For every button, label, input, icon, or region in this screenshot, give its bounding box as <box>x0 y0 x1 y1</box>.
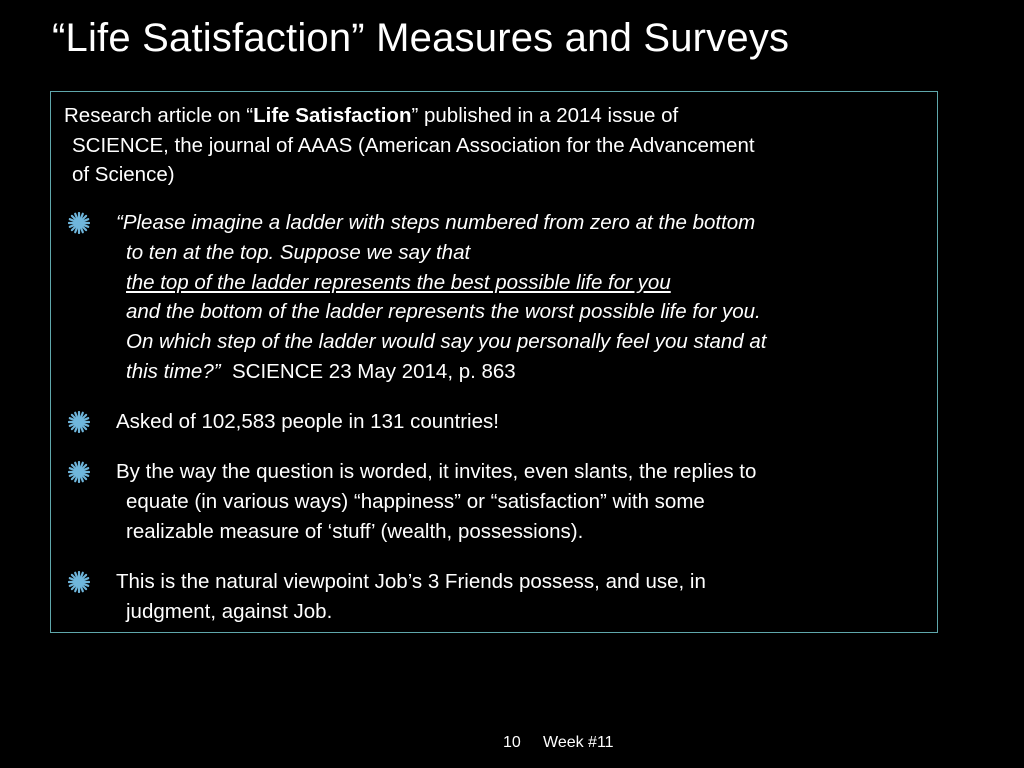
intro-line-2: SCIENCE, the journal of AAAS (American Association for the Advancement <box>72 133 755 157</box>
asterisk-bullet-icon <box>68 212 90 234</box>
bullet-line: judgment, against Job. <box>126 599 333 623</box>
bullet-item-jobs-friends <box>64 567 930 627</box>
intro-text: ” published in a 2014 issue of <box>411 104 679 127</box>
bullet-text <box>116 208 930 387</box>
slide-title: “Life Satisfaction” Measures and Surveys <box>52 16 790 60</box>
quote-line-2: to ten at the top. Suppose we say that <box>126 240 471 264</box>
bullet-line: equate (in various ways) “happiness” or “satisfaction” with some <box>126 489 705 513</box>
quote-line-6 <box>116 357 930 387</box>
quote-line-3-underlined: the top of the ladder represents the best possible life for you <box>126 270 671 294</box>
intro-paragraph <box>64 101 924 190</box>
bullet-item-question-wording <box>64 457 930 546</box>
footer-label: Week #11 <box>543 734 614 751</box>
quote-line-5: On which step of the ladder would say you personally feel you stand at <box>126 330 767 354</box>
quote-end: this time?” <box>126 359 221 383</box>
asterisk-bullet-icon <box>68 571 90 593</box>
bullet-text <box>116 457 930 546</box>
intro-bold-term: Life Satisfaction <box>253 104 412 127</box>
page-number: 10 <box>503 734 521 751</box>
bullet-line: realizable measure of ‘stuff’ (wealth, possessions). <box>126 519 584 543</box>
quote-line-4: and the bottom of the ladder represents the worst possible life for you. <box>126 300 761 324</box>
quote-line-1: “Please imagine a ladder with steps numbered from zero at the bottom <box>116 211 756 234</box>
bullet-line: Asked of 102,583 people in 131 countries! <box>116 410 499 433</box>
intro-line-1 <box>64 101 924 131</box>
intro-line-3: of Science) <box>72 163 175 186</box>
bullet-item-survey-size <box>64 407 930 437</box>
bullet-line: By the way the question is worded, it invites, even slants, the replies to <box>116 460 757 483</box>
asterisk-bullet-icon <box>68 411 90 433</box>
asterisk-bullet-icon <box>68 461 90 483</box>
citation: SCIENCE 23 May 2014, p. 863 <box>231 359 516 383</box>
intro-text: Research article on “ <box>64 104 254 127</box>
bullet-line: This is the natural viewpoint Job’s 3 Friends possess, and use, in <box>116 570 706 593</box>
bullet-text <box>116 407 930 437</box>
bullet-text <box>116 567 930 627</box>
bullet-item-ladder-question <box>64 208 930 387</box>
